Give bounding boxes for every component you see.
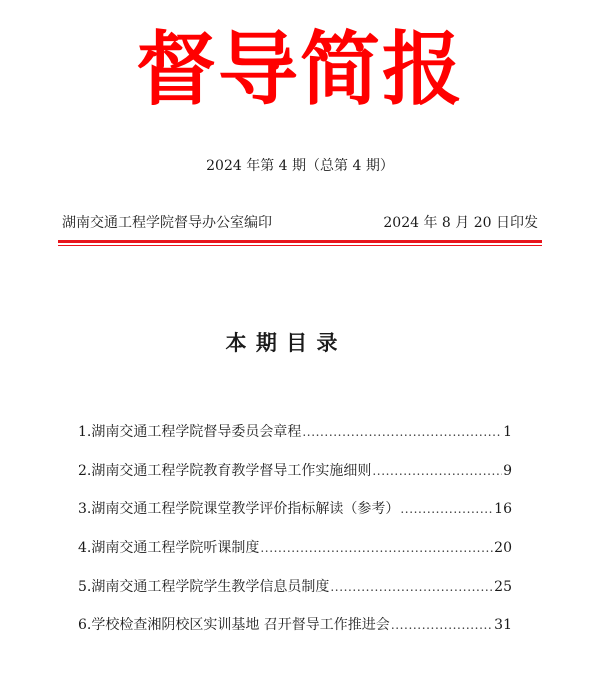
toc-item[interactable]	[78, 457, 512, 496]
toc-item-page: 20	[494, 540, 512, 557]
toc-item[interactable]	[78, 418, 512, 457]
toc-title: 本 期 目 录	[225, 331, 339, 355]
toc-item[interactable]	[78, 534, 512, 573]
toc-leader-dots	[391, 611, 493, 639]
header-divider	[58, 240, 542, 246]
toc-item-label: 2.湖南交通工程学院教育教学督导工作实施细则	[78, 462, 372, 479]
toc-item[interactable]	[78, 495, 512, 534]
publisher-org: 湖南交通工程学院督导办公室编印	[62, 215, 272, 231]
divider-thick-line	[58, 240, 542, 243]
toc-leader-dots	[400, 495, 493, 523]
issue-number: 2024 年第 4 期（总第 4 期）	[206, 158, 394, 174]
toc-item-label: 4.湖南交通工程学院听课制度	[78, 540, 260, 557]
publish-date: 2024 年 8 月 20 日印发	[383, 215, 538, 231]
toc-item-page: 25	[494, 578, 512, 595]
toc-leader-dots	[302, 418, 502, 446]
toc-item-page: 9	[503, 462, 512, 479]
toc-leader-dots	[260, 534, 493, 562]
toc-list	[78, 418, 512, 650]
toc-item-label: 1.湖南交通工程学院督导委员会章程	[78, 424, 302, 440]
toc-item-page: 16	[494, 501, 512, 518]
masthead-title: 督导简报	[136, 23, 464, 116]
toc-leader-dots	[372, 457, 502, 485]
toc-item[interactable]	[78, 573, 512, 612]
toc-item-label: 6.学校检查湘阴校区实训基地 召开督导工作推进会	[78, 617, 390, 634]
toc-item-label: 5.湖南交通工程学院学生教学信息员制度	[78, 578, 330, 595]
toc-leader-dots	[330, 573, 493, 601]
toc-item[interactable]	[78, 611, 512, 650]
divider-thin-line	[58, 245, 542, 246]
toc-item-page: 31	[494, 617, 512, 634]
toc-item-label: 3.湖南交通工程学院课堂教学评价指标解读（参考）	[78, 501, 400, 518]
toc-item-page: 1	[503, 424, 512, 440]
